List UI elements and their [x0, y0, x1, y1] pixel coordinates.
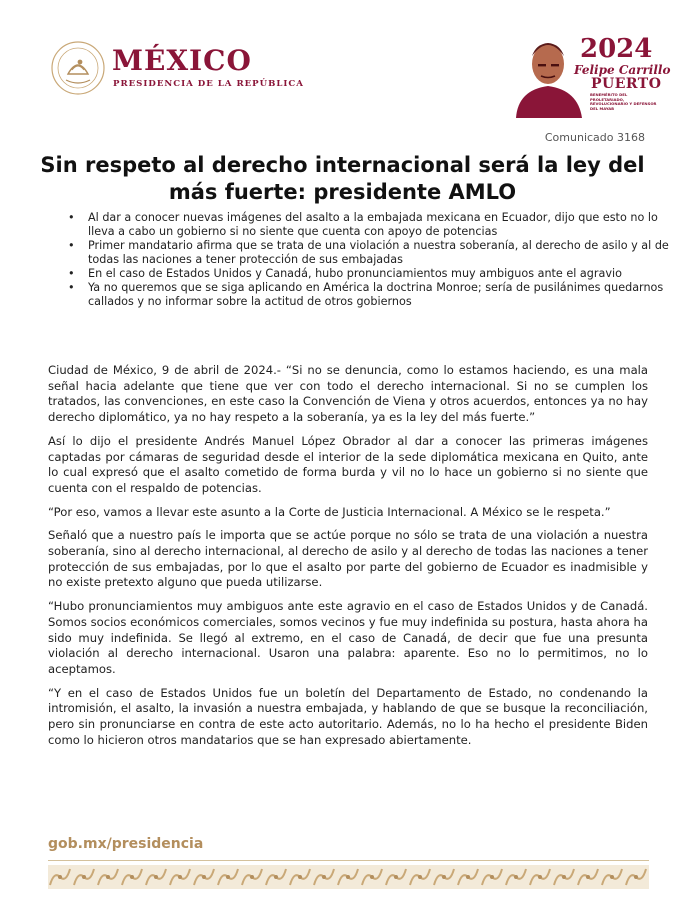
body-paragraph: Ciudad de México, 9 de abril de 2024.- “Si no se denuncia, como lo estamos haciendo, es una mala señal hacia adelante que tiene que ver con todo el derecho internacional. Si no se cumplen los tratados, las convenciones, en este caso la Convención de Viena y otros acuerdos, entonces ya no hay derecho diplomático, ya no hay respeto a la soberanía, ya es la ley del más fuerte.” [48, 363, 648, 425]
page-header [0, 0, 685, 125]
felipe-carrillo-label: Felipe Carrillo [574, 63, 671, 77]
comunicado-number: Comunicado 3168 [544, 131, 645, 144]
brand-title: MÉXICO [112, 44, 252, 77]
body-paragraph: Así lo dijo el presidente Andrés Manuel López Obrador al dar a conocer las primeras imágenes captadas por cámaras de seguridad desde el interior de la sede diplomática mexicana en Quito, ante lo cual expresó que el asalto cometido de forma burda y vil no lo hace un gobierno si no siente que cuenta con el respaldo de potencias. [48, 433, 648, 495]
summary-bullet: • Primer mandatario afirma que se trata de una violación a nuestra soberanía, al derecho de asilo y al de todas las naciones a tener protección de sus embajadas [88, 239, 676, 267]
summary-bullets [64, 211, 676, 309]
brand-subtitle: PRESIDENCIA DE LA REPÚBLICA [113, 79, 304, 89]
summary-bullet: • Ya no queremos que se siga aplicando en América la doctrina Monroe; sería de pusilánimes quedarnos callados y no informar sobre la actitud de otros gobiernos [88, 281, 676, 309]
mexico-seal-icon [50, 40, 106, 96]
greca-pattern-icon [48, 865, 649, 889]
year-logo-tagline: BENEMÉRITO DEL PROLETARIADO, REVOLUCIONARIO Y DEFENSOR DEL MAYAB [590, 92, 657, 111]
article-body [48, 363, 648, 756]
press-release-title: Sin respeto al derecho internacional será la ley del más fuerte: presidente AMLO [40, 153, 645, 204]
summary-bullet: • Al dar a conocer nuevas imágenes del asalto a la embajada mexicana en Ecuador, dijo que esto no lo lleva a cabo un gobierno si no siente que cuenta con apoyo de potencias [88, 211, 676, 239]
body-paragraph: Señaló que a nuestro país le importa que se actúe porque no sólo se trata de una violación a nuestra soberanía, sino al derecho internacional, al derecho de asilo y al derecho de todas las naciones a tener protección de sus embajadas, por lo que el asalto por parte del gobierno de Ecuador es inadmisible y no existe pretexto alguno que pueda utilizarse. [48, 528, 648, 590]
year-2024-label: 2024 [580, 34, 653, 64]
body-paragraph: “Por eso, vamos a llevar este asunto a la Corte de Justicia Internacional. A México se le respeta.” [48, 504, 611, 519]
puerto-label: PUERTO [591, 76, 662, 92]
footer-website-link[interactable]: gob.mx/presidencia [48, 836, 204, 852]
body-paragraph: “Hubo pronunciamientos muy ambiguos ante este agravio en el caso de Estados Unidos y de Canadá. Somos socios económicos comerciales, somos vecinos y fue muy indefinida su postura, hasta ahora ha sido muy indefinida. Se llegó al extremo, en el caso de Canadá, de decir que fue una presunta violación al derecho internacional. Usaron una palabra: aparente. Eso no lo permitimos, no lo aceptamos. [48, 599, 648, 676]
summary-bullet: • En el caso de Estados Unidos y Canadá, hubo pronunciamientos muy ambiguos ante el agravio [88, 267, 676, 281]
footer-divider [48, 860, 649, 861]
body-paragraph: “Y en el caso de Estados Unidos fue un boletín del Departamento de Estado, no condenando la intromisión, el asalto, la invasión a nuestra embajada, y hablando de que se busque la reconciliación, pero sin pronunciarse en contra de este acto autoritario. Además, no lo ha hecho el presidente Biden como lo hicieron otros mandatarios que se han expresado abiertamente. [48, 685, 648, 747]
